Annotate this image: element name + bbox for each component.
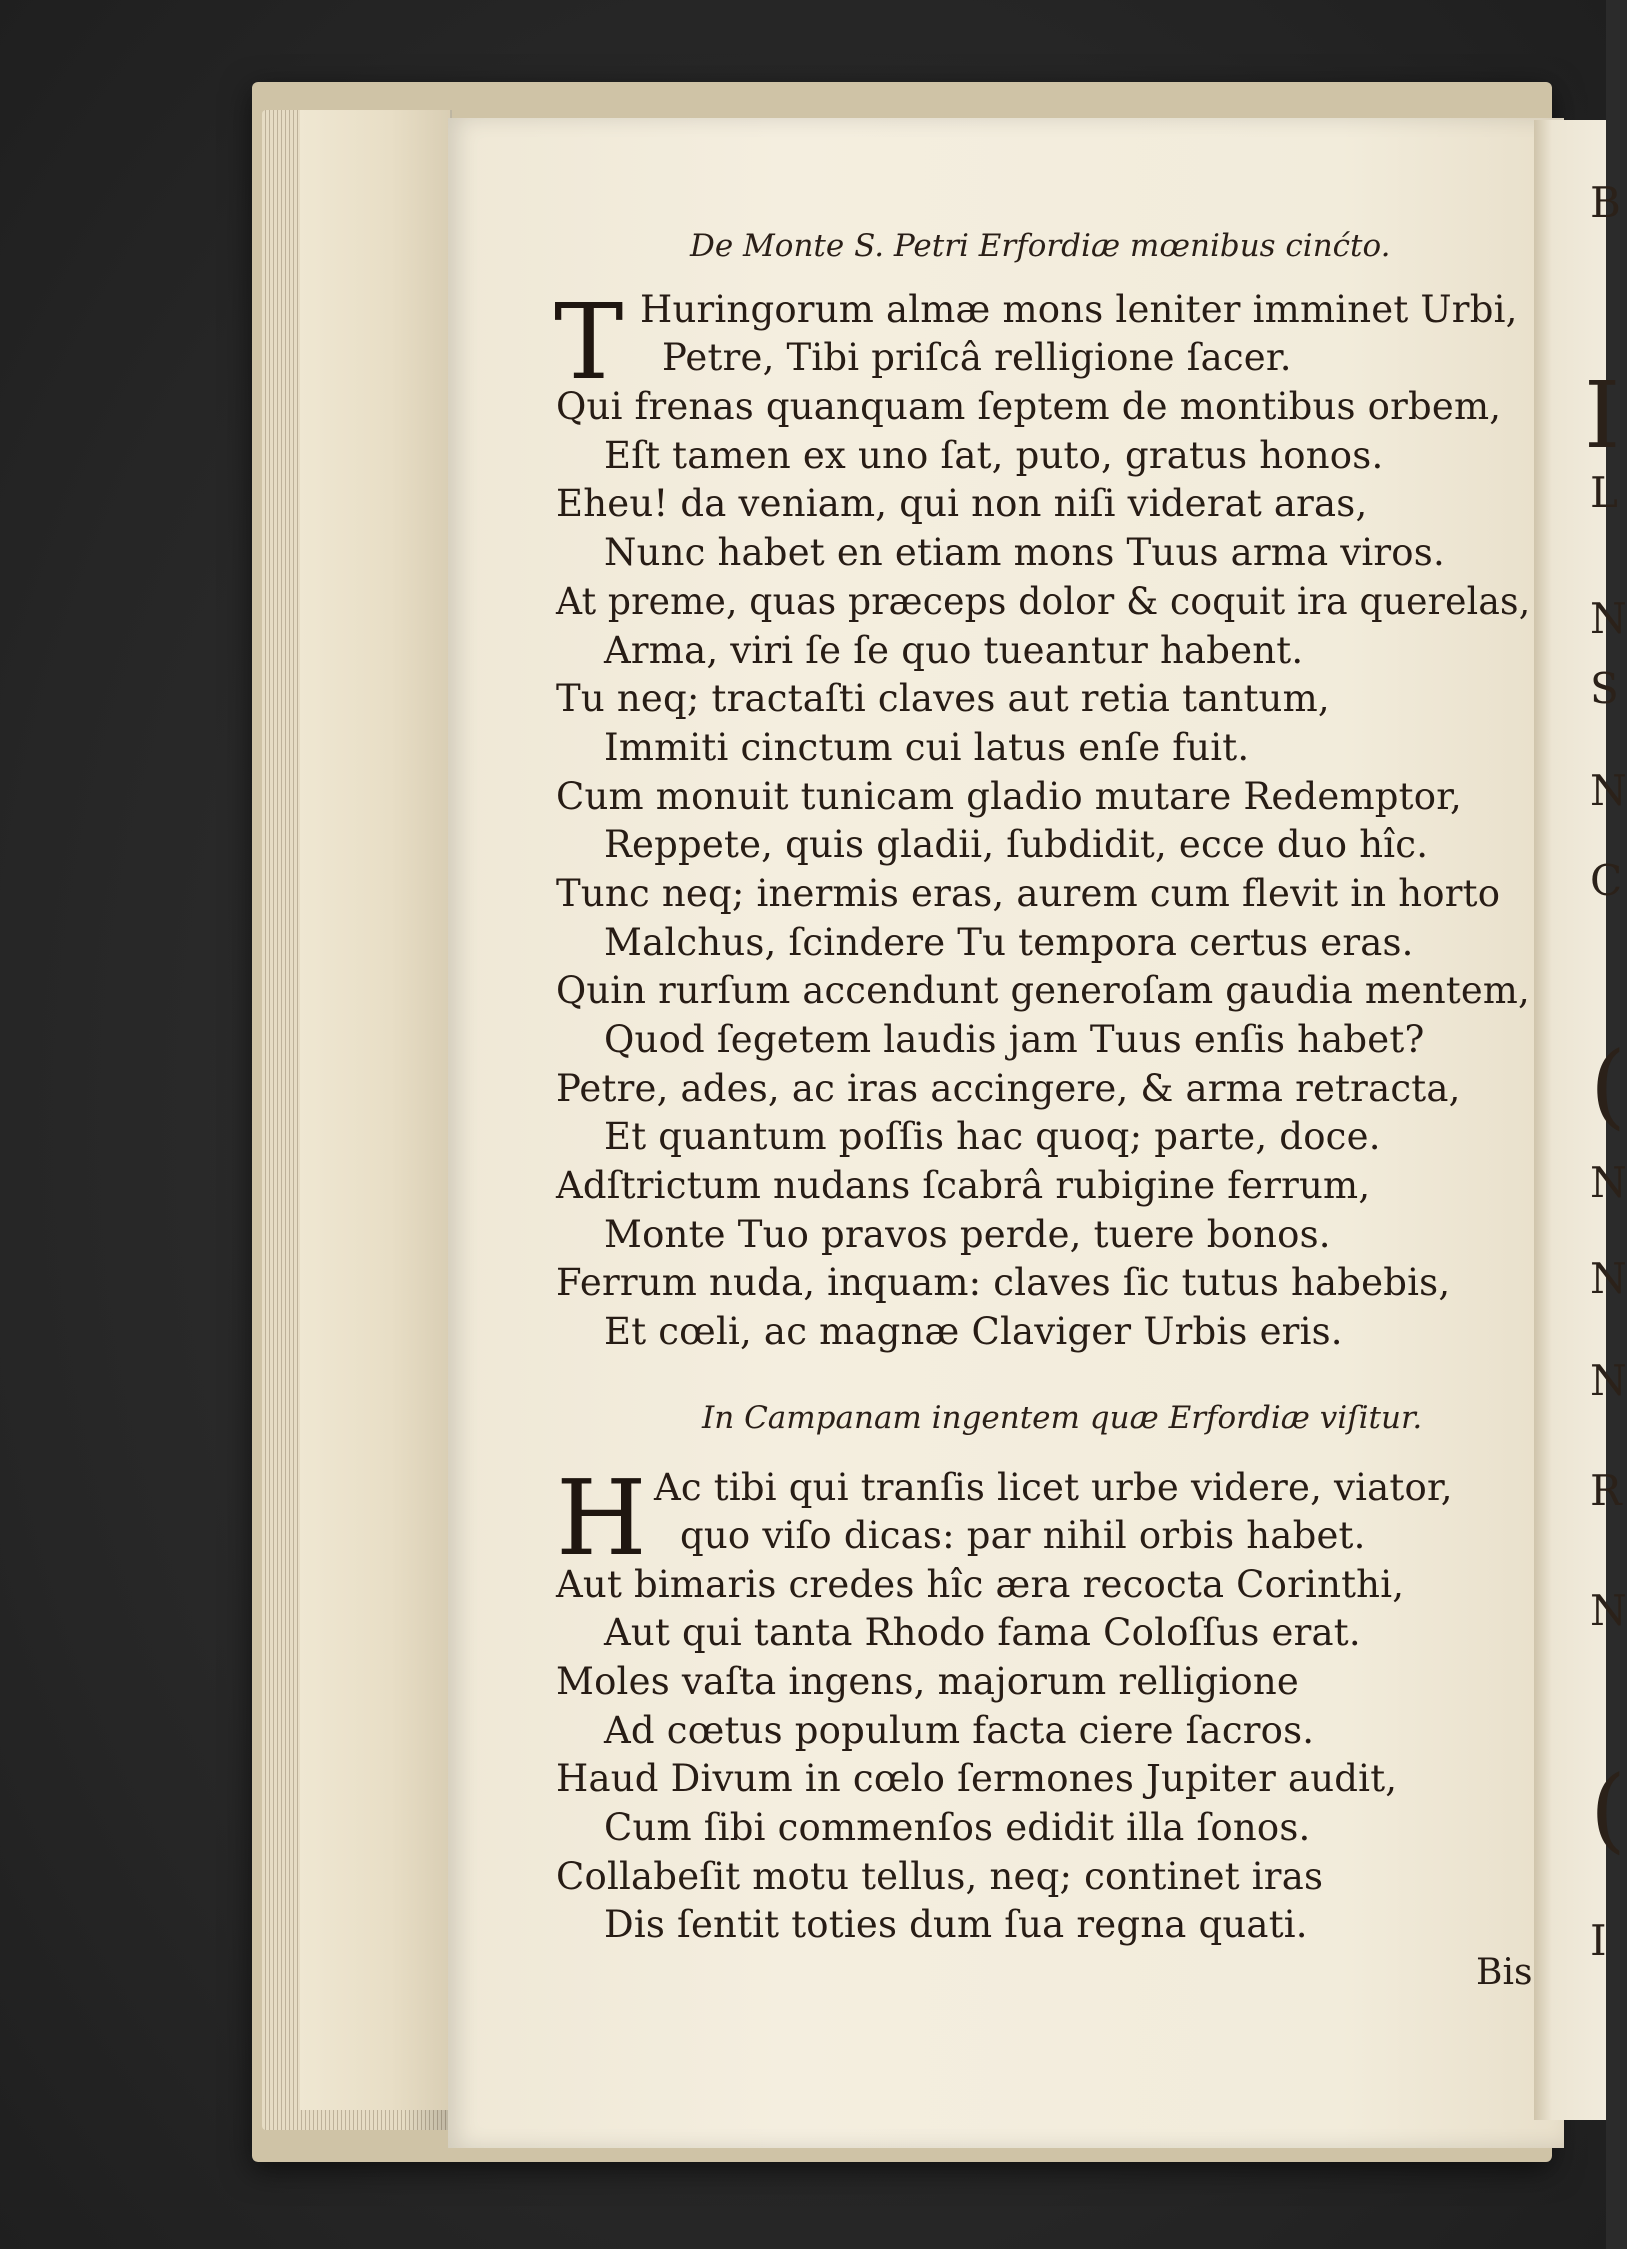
poem-1-line: Eſt tamen ex uno ſat, puto, gratus honos. [604, 434, 1384, 477]
poem-2-line: Cum ſibi commenſos edidit illa ſonos. [604, 1806, 1311, 1849]
poem-1-line: Ferrum nuda, inquam: claves ſic tutus habebis, [556, 1261, 1451, 1304]
poem-2-line: Haud Divum in cœlo ſermones Jupiter audit, [556, 1757, 1398, 1800]
next-page-letter: L [1590, 468, 1618, 517]
poem-1-line: Reppete, quis gladii, ſubdidit, ecce duo hîc. [604, 823, 1429, 866]
next-page-letter: N [1590, 1254, 1627, 1303]
poem-2-line: Dis ſentit toties dum ſua regna quati. [604, 1903, 1308, 1946]
poem-2-line: Collabeſit motu tellus, neq; continet iras [556, 1855, 1324, 1898]
poem-1-line: Nunc habet en etiam mons Tuus arma viros. [604, 531, 1445, 574]
poem-1-line: At preme, quas præceps dolor & coquit ira querelas, [556, 580, 1531, 623]
next-page-letter: C [1590, 856, 1623, 905]
poem-1-line: Quin rurſum accendunt generoſam gaudia mentem, [556, 969, 1530, 1012]
poem-1-line: Et quantum poſſis hac quoq; parte, doce. [604, 1115, 1381, 1158]
poem-1-line: Huringorum almæ mons leniter imminet Urbi, [640, 288, 1518, 331]
catchword: Bis [1476, 1952, 1533, 1993]
poem-1-line: Monte Tuo pravos perde, tuere bonos. [604, 1213, 1331, 1256]
poem-1-line: Cum monuit tunicam gladio mutare Redemptor, [556, 775, 1463, 818]
poem-2-line: quo viſo dicas: par nihil orbis habet. [680, 1514, 1366, 1557]
next-page-letter: N [1590, 766, 1627, 815]
next-page-letter: N [1590, 1586, 1627, 1635]
poem-1-line: Tu neq; tractaſti claves aut retia tantum, [556, 677, 1330, 720]
next-page-letter: ( [1590, 1032, 1626, 1139]
poem-1-line: Malchus, ſcindere Tu tempora certus eras. [604, 921, 1414, 964]
next-page-letter: I [1584, 362, 1621, 469]
poem-2-title: In Campanam ingentem quæ Erfordiæ viſitur. [702, 1400, 1423, 1436]
poem-2-line: Ac tibi qui tranſis licet urbe videre, viator, [654, 1466, 1453, 1509]
next-page-edge [1534, 120, 1627, 2120]
poem-2-line: Aut bimaris credes hîc æra recocta Corinthi, [556, 1563, 1405, 1606]
poem-1-line: Arma, viri ſe ſe quo tueantur habent. [604, 629, 1304, 672]
poem-1-line: Immiti cinctum cui latus enſe fuit. [604, 726, 1250, 769]
next-page-letter: I [1590, 1916, 1607, 1965]
poem-1-line: Petre, Tibi priſcâ relligione ſacer. [662, 336, 1292, 379]
poem-2-line: Moles vaſta ingens, majorum relligione [556, 1660, 1300, 1703]
poem-1-line: Petre, ades, ac iras accingere, & arma retracta, [556, 1067, 1461, 1110]
poem-2-line: Ad cœtus populum facta ciere ſacros. [604, 1709, 1315, 1752]
next-page-letter: N [1590, 1158, 1627, 1207]
drop-cap-t: T [554, 281, 624, 403]
poem-1-title: De Monte S. Petri Erfordiæ mœnibus cinćto. [690, 228, 1391, 264]
next-page-letter: N [1590, 1356, 1627, 1405]
poem-1-line: Et cœli, ac magnæ Claviger Urbis eris. [604, 1310, 1343, 1353]
left-page-strip [300, 110, 450, 2110]
next-page-letter: N [1590, 594, 1627, 643]
poem-1-line: Eheu! da veniam, qui non niſi viderat aras, [556, 482, 1368, 525]
next-page-letter: B [1590, 178, 1621, 227]
poem-1-line: Tunc neq; inermis eras, aurem cum flevit in horto [556, 872, 1501, 915]
poem-2-line: Aut qui tanta Rhodo fama Coloſſus erat. [604, 1611, 1361, 1654]
next-page-letter: R [1590, 1466, 1622, 1515]
next-page-letter: ( [1590, 1756, 1626, 1863]
poem-1-line: Adſtrictum nudans ſcabrâ rubigine ferrum, [556, 1164, 1371, 1207]
poem-1-line: Qui frenas quanquam ſeptem de montibus orbem, [556, 385, 1502, 428]
poem-1-line: Quod ſegetem laudis jam Tuus enſis habet? [604, 1018, 1425, 1061]
next-page-letter: S [1590, 664, 1619, 713]
drop-cap-h: H [556, 1457, 647, 1579]
